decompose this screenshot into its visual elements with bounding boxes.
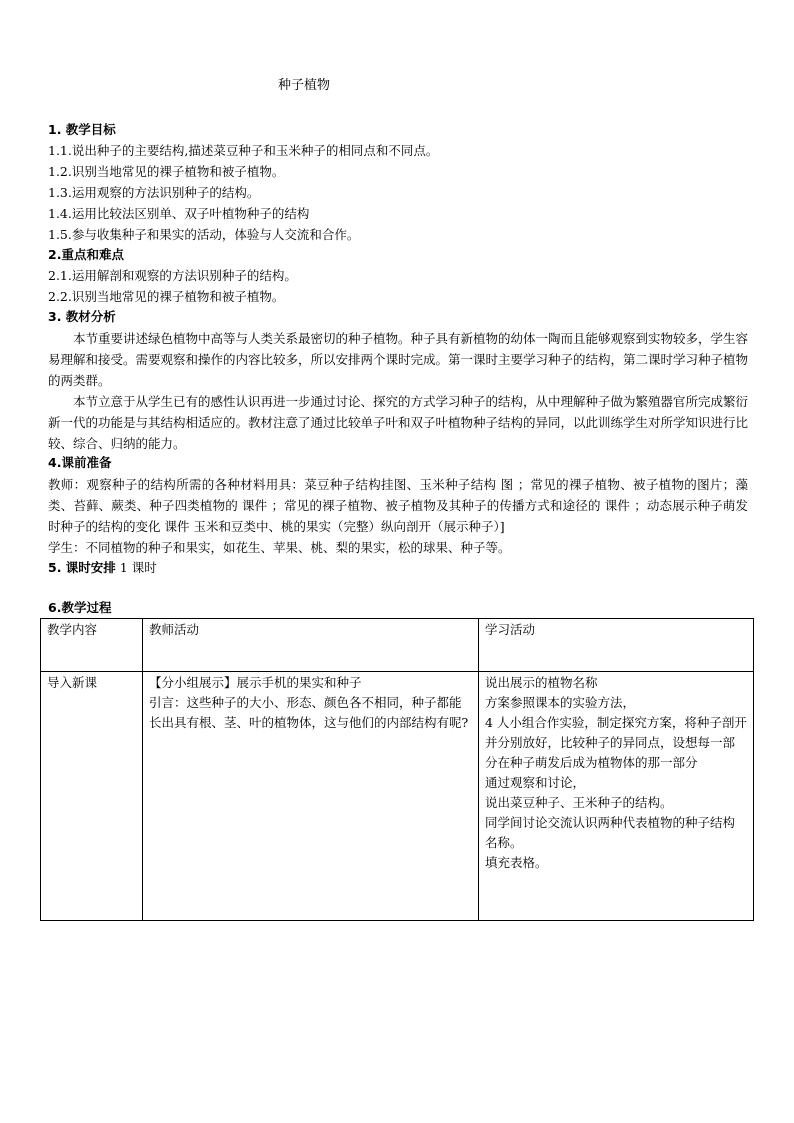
student-activity-line: 说出展示的植物名称 [485, 675, 598, 690]
table-header-cell: 教学内容 [41, 619, 143, 672]
teaching-process-table [40, 618, 754, 921]
goal-item: 1.4.运用比较法区别单、双子叶植物种子的结构 [48, 206, 310, 221]
student-preparation: 学生：不同植物的种子和果实，如花生、苹果、桃、梨的果实，松的球果、种子等。 [48, 540, 511, 555]
section-heading-material-analysis: 3. 教材分析 [48, 309, 116, 324]
student-activity-line: 4 人小组合作实验，制定探究方案，将种子剖开并分别放好，比较种子的异同点，设想每一部分在种子萌发后成为植物体的那一部分 [485, 715, 747, 770]
teacher-preparation: 教师：观察种子的结构所需的各种材料用具：菜豆种子结构挂图、玉米种子结构 图 ；常见的裸子植物、被子植物的图片；藻类、苔藓、蕨类、种子四类植物的 课件 ；常见的裸子植物、被子植物及其种子的传播方式和途径的 课件 ；动态展示种子萌发时种子的结构的变化 课件 玉米和豆类中、桃的果实（完整）纵向剖开（展示种子）] [48, 477, 748, 534]
section-heading-teaching-process: 6.教学过程 [48, 600, 112, 615]
key-point-item: 2.1.运用解剖和观察的方法识别种子的结构。 [48, 268, 297, 283]
teacher-activity-line: 【分小组展示】展示手机的果实和种子 [149, 675, 362, 690]
goal-item: 1.1.说出种子的主要结构,描述菜豆种子和玉米种子的相同点和不同点。 [48, 143, 439, 158]
goal-item: 1.2.识别当地常见的裸子植物和被子植物。 [48, 164, 285, 179]
table-header-cell: 教师活动 [143, 619, 479, 672]
student-activity-line: 说出菜豆种子、王米种子的结构。 [485, 795, 673, 810]
document-title: 种子植物 [278, 78, 331, 93]
table-row [41, 672, 754, 921]
table-header-row [41, 619, 754, 672]
student-activity-line: 同学间讨论交流认识两种代表植物的种子结构名称。 [485, 815, 736, 850]
table-cell-content: 导入新课 [41, 672, 143, 921]
student-activity-line: 填充表格。 [485, 855, 548, 870]
key-point-item: 2.2.识别当地常见的裸子植物和被子植物。 [48, 289, 285, 304]
table-header-cell: 学习活动 [479, 619, 754, 672]
section-heading-key-points: 2.重点和难点 [48, 247, 124, 262]
goal-item: 1.3.运用观察的方法识别种子的结构。 [48, 185, 260, 200]
table-cell-teacher [143, 672, 479, 921]
section-heading-class-hours: 5. 课时安排 [48, 560, 116, 575]
class-hours [48, 560, 157, 576]
table-cell-student [479, 672, 754, 921]
section-heading-teaching-goals: 1. 教学目标 [48, 122, 116, 137]
goal-item: 1.5.参与收集种子和果实的活动，体验与人交流和合作。 [48, 227, 360, 242]
class-hours-value: 1 课时 [119, 560, 157, 575]
student-activity-line: 方案参照课本的实验方法， [485, 695, 636, 710]
analysis-paragraph: 本节立意于从学生已有的感性认识再进一步通过讨论、探究的方式学习种子的结构，从中理解种子做为繁殖器官所完成繁衍新一代的功能是与其结构相适应的。教材注意了通过比较单子叶和双子叶植物种子结构的异同，以此训练学生对所学知识进行比较、综合、归纳的能力。 [48, 394, 749, 451]
teacher-activity-line: 引言：这些种子的大小、形态、颜色各不相同，种子都能长出具有根、茎、叶的植物体，这与他们的内部结构有呢? [149, 695, 469, 730]
analysis-paragraph: 本节重要讲述绿色植物中高等与人类关系最密切的种子植物。种子具有新植物的幼体一陶而且能够观察到实物较多，学生容易理解和接受。需要观察和操作的内容比较多，所以安排两个课时完成。第一课时主要学习种子的结构，第二课时学习种子植物的两类群。 [48, 331, 749, 388]
section-heading-preparation: 4.课前准备 [48, 455, 112, 470]
student-activity-line: 通过观察和讨论， [485, 775, 586, 790]
